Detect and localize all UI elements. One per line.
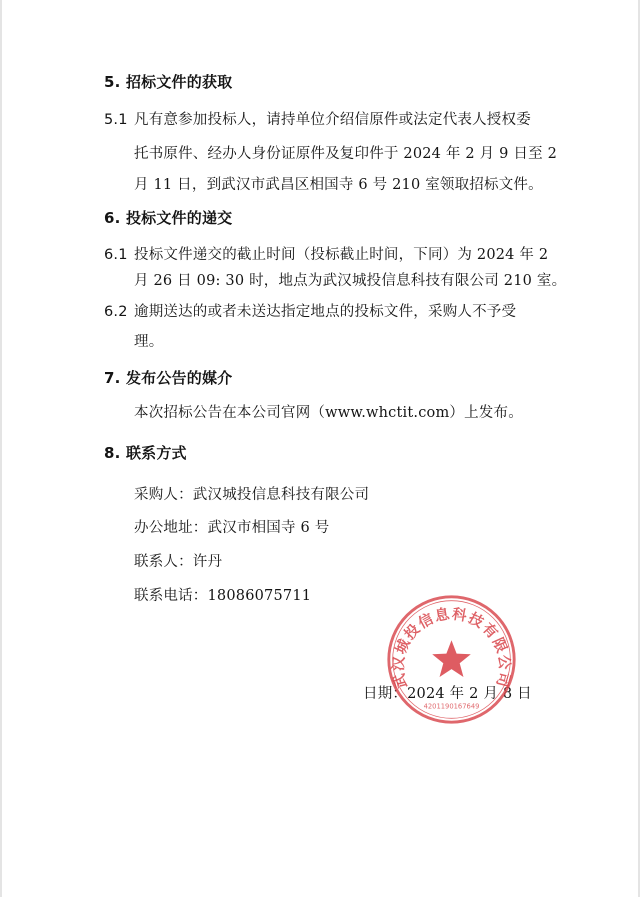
item-6-2-text1: 逾期送达的或者未送达指定地点的投标文件，采购人不予受 <box>134 304 517 320</box>
item-5-1-number: 5.1 <box>104 112 128 128</box>
item-6-2-line1 <box>104 302 516 322</box>
contact-phone: 联系电话：18086075711 <box>134 588 312 604</box>
seal-number: 4201190167649 <box>423 702 480 711</box>
section-5-heading: 5. 招标文件的获取 <box>104 73 233 91</box>
item-6-1-number: 6.1 <box>104 247 128 263</box>
contact-person: 联系人：许丹 <box>134 554 223 570</box>
section-7-body: 本次招标公告在本公司官网（www.whctit.com）上发布。 <box>134 405 523 421</box>
contact-purchaser: 采购人：武汉城投信息科技有限公司 <box>134 487 370 503</box>
page-edge-left <box>0 0 2 897</box>
item-6-2-line2: 理。 <box>134 334 164 350</box>
seal-star-icon <box>432 640 471 677</box>
item-6-2-number: 6.2 <box>104 304 128 320</box>
item-6-1-text1: 投标文件递交的截止时间（投标截止时间，下同）为 2024 年 2 <box>134 247 549 263</box>
item-6-1-line2: 月 26 日 09: 30 时，地点为武汉城投信息科技有限公司 210 室。 <box>134 273 567 289</box>
item-5-1-line3: 月 11 日，到武汉市武昌区相国寺 6 号 210 室领取招标文件。 <box>134 177 543 193</box>
item-5-1-line1 <box>104 110 531 130</box>
date-line: 日期：2024 年 2 月 8 日 <box>363 686 532 702</box>
section-6-heading: 6. 投标文件的递交 <box>104 209 233 227</box>
contact-address: 办公地址：武汉市相国寺 6 号 <box>134 520 330 536</box>
company-seal-stamp <box>384 592 519 727</box>
seal-ring-text: 武汉城投信息科技有限公司 <box>390 606 513 690</box>
item-5-1-line2: 托书原件、经办人身份证原件及复印件于 2024 年 2 月 9 日至 2 <box>134 146 558 162</box>
item-6-1-line1 <box>104 245 548 265</box>
section-7-heading: 7. 发布公告的媒介 <box>104 369 233 387</box>
section-8-heading: 8. 联系方式 <box>104 444 187 462</box>
item-5-1-text1: 凡有意参加投标人，请持单位介绍信原件或法定代表人授权委 <box>134 112 531 128</box>
svg-text:武汉城投信息科技有限公司 <box>390 605 514 691</box>
